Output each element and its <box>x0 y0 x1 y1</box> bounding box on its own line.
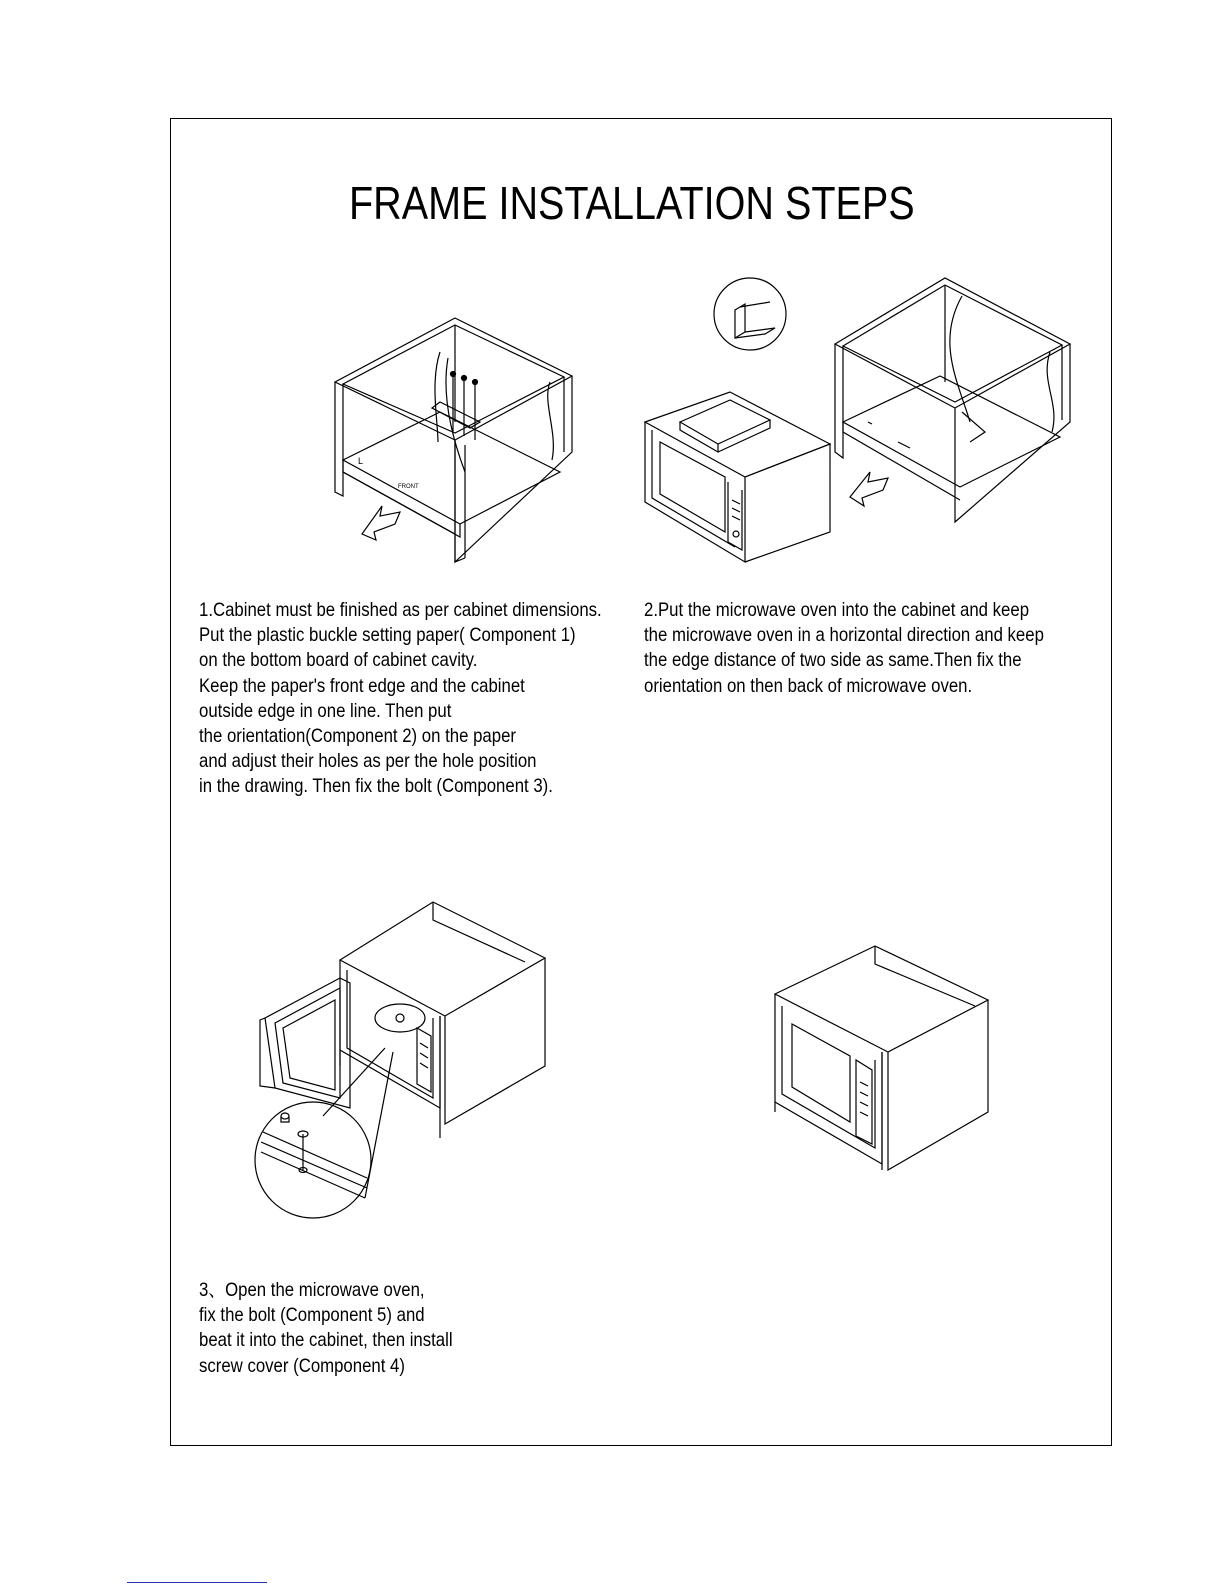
illustration-step-2 <box>640 272 1080 572</box>
step-1-line: the orientation(Component 2) on the paper <box>199 725 516 748</box>
step-3-line: screw cover (Component 4) <box>199 1354 405 1377</box>
illustration-step-3 <box>255 898 555 1228</box>
step-3-line: beat it into the cabinet, then install <box>199 1329 453 1352</box>
page-title: FRAME INSTALLATION STEPS <box>349 177 915 229</box>
footer-link-underline <box>127 1582 267 1583</box>
direction-arrow-icon <box>850 472 888 506</box>
step-3-instructions <box>199 1278 453 1379</box>
step-2-line: 2.Put the microwave oven into the cabinet and keep <box>644 599 1030 621</box>
step-1-line: outside edge in one line. Then put <box>199 699 452 722</box>
step-2-line: the microwave oven in a horizontal direction and keep <box>644 624 1044 647</box>
illustration-step-1 <box>320 312 585 572</box>
detail-magnifier-icon <box>714 278 786 350</box>
step-1-line: and adjust their holes as per the hole position <box>199 750 537 773</box>
step-1-line: Put the plastic buckle setting paper( Component 1) <box>199 624 576 647</box>
step-1-line: in the drawing. Then fix the bolt (Component 3). <box>199 775 553 798</box>
step-1-instructions <box>199 598 602 800</box>
illustration-step-4 <box>770 942 995 1177</box>
step-1-line: on the bottom board of cabinet cavity. <box>199 649 478 672</box>
direction-arrow-icon <box>362 506 400 540</box>
left-mark-label: L <box>358 456 364 466</box>
step-2-instructions <box>644 598 1044 699</box>
step-1-line: 1.Cabinet must be finished as per cabinet dimensions. <box>199 599 602 621</box>
front-mark-label: FRONT <box>398 484 419 490</box>
step-2-line: the edge distance of two side as same.Then fix the <box>644 649 1022 672</box>
step-3-line: 3、Open the microwave oven, <box>199 1279 425 1301</box>
step-2-line: orientation on then back of microwave oven. <box>644 674 973 697</box>
step-1-line: Keep the paper's front edge and the cabinet <box>199 674 525 697</box>
step-3-line: fix the bolt (Component 5) and <box>199 1304 425 1327</box>
